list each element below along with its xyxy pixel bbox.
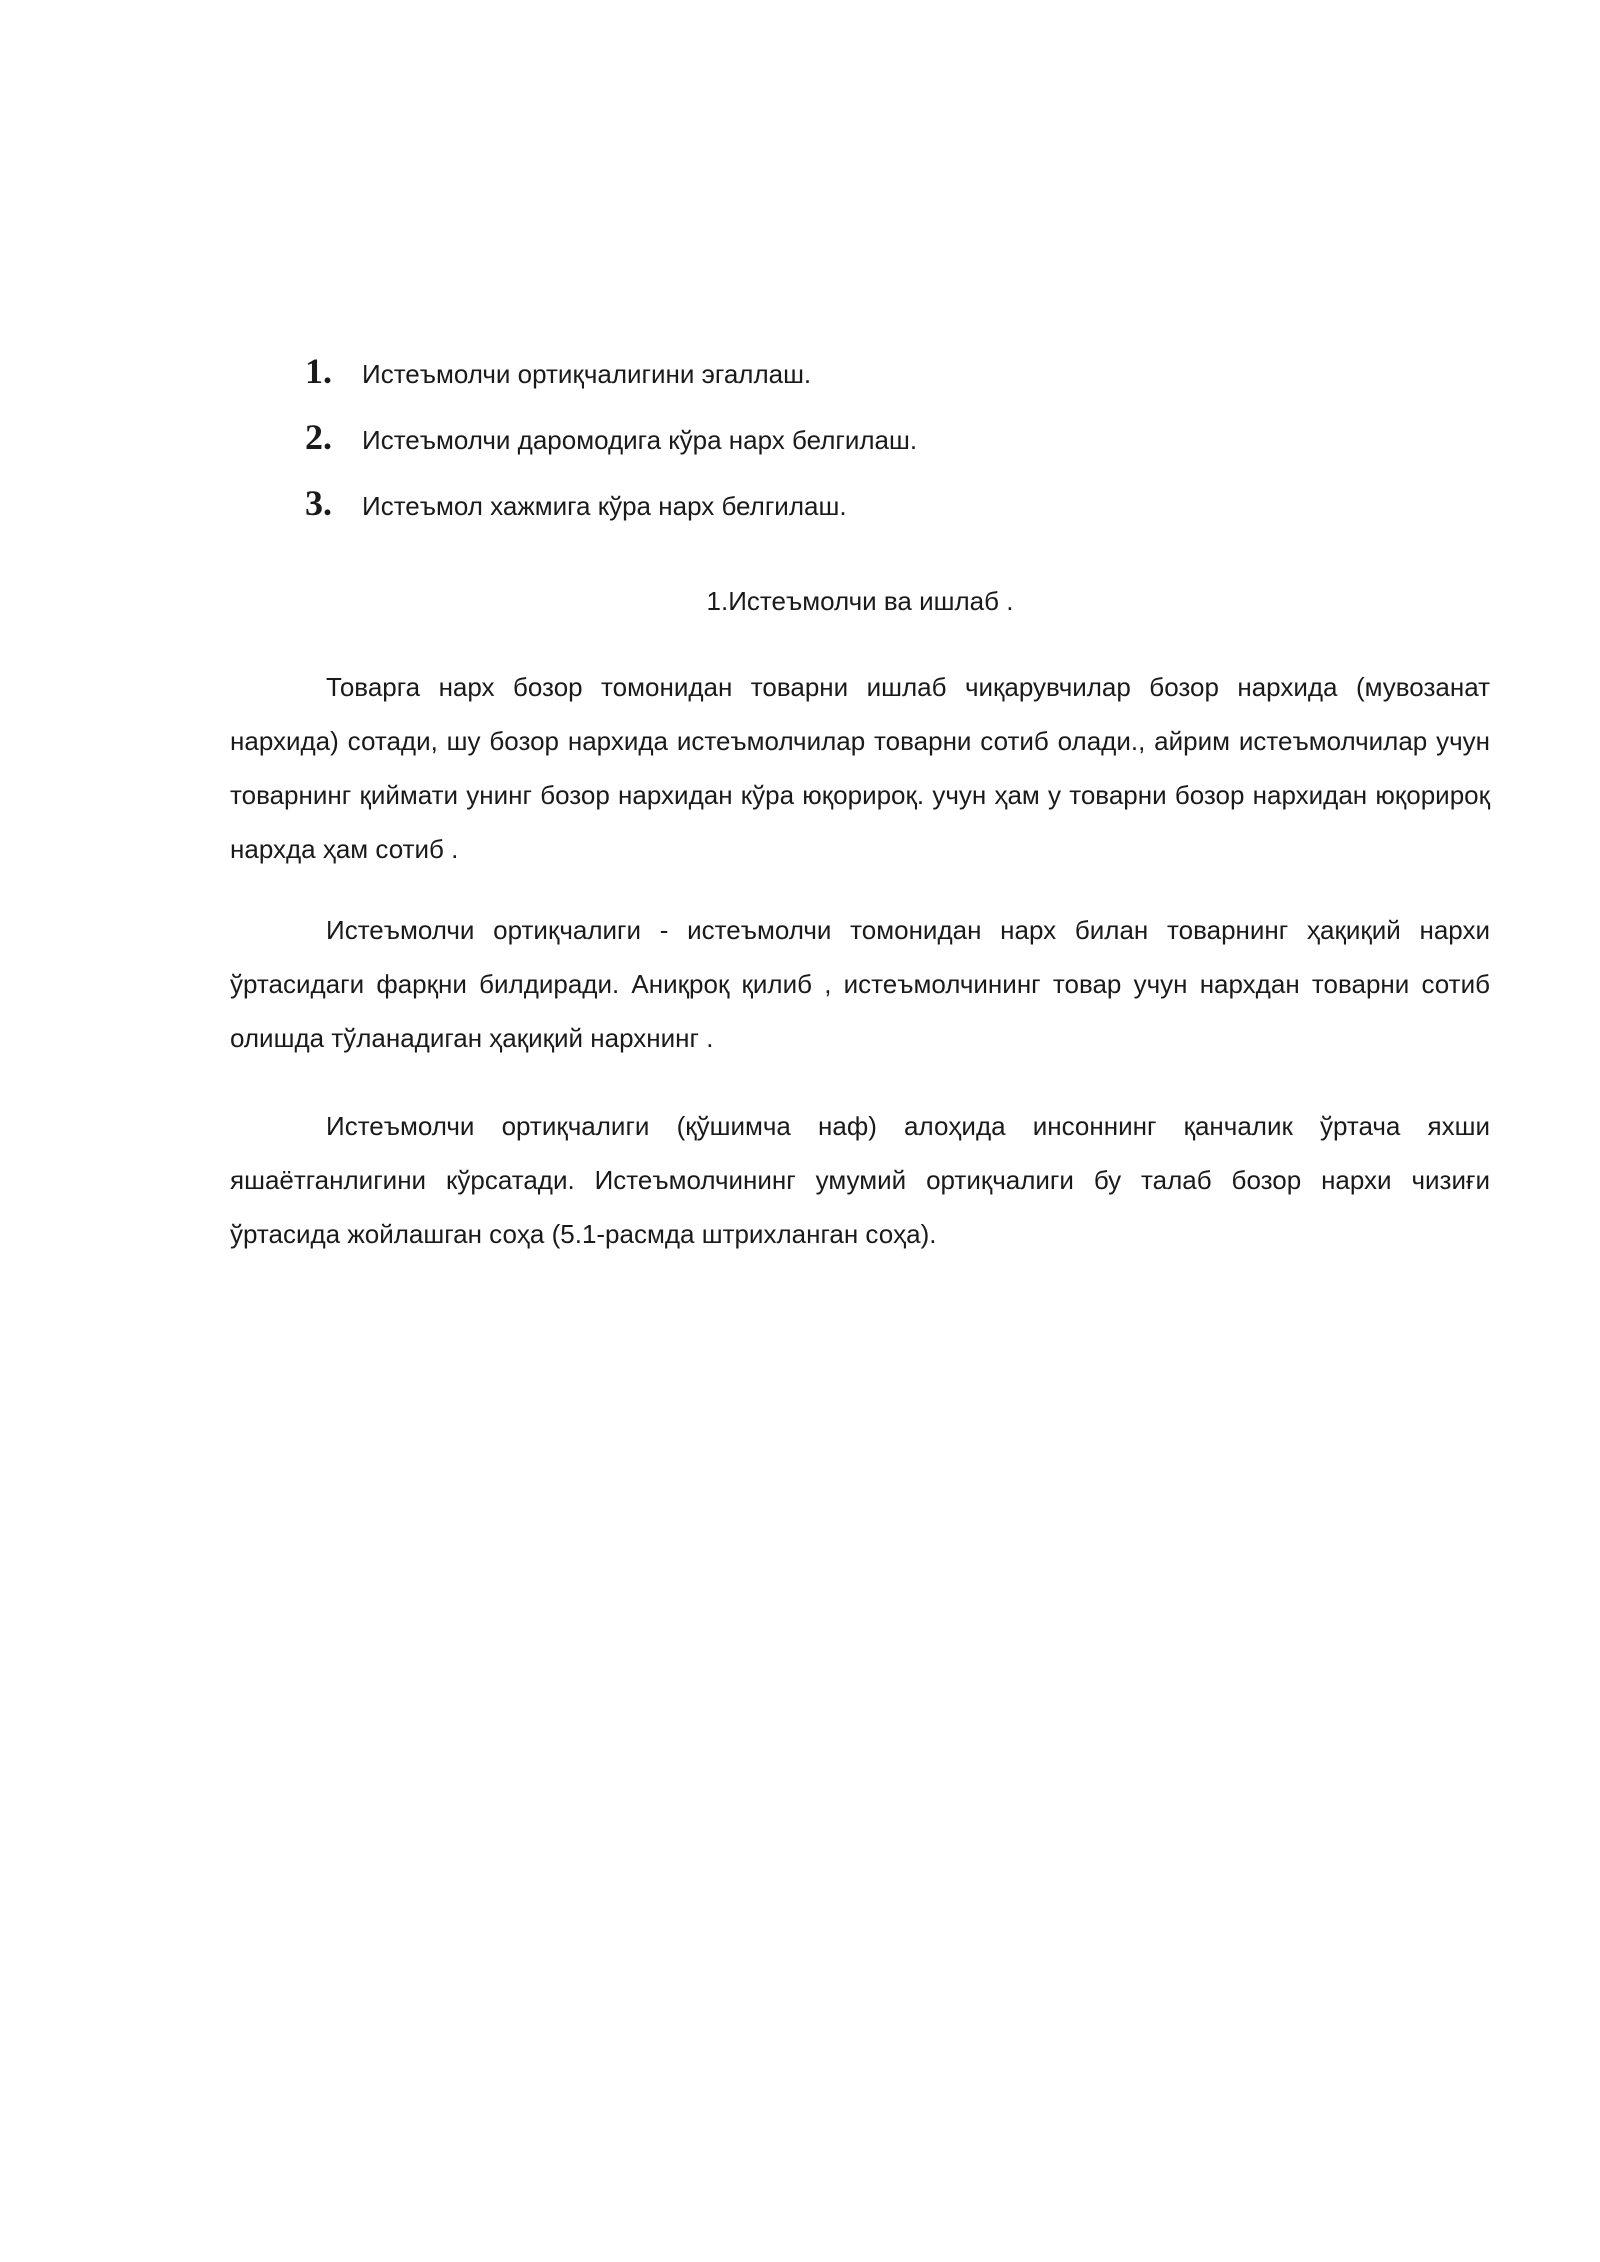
body-paragraph: Истеъмолчи ортиқчалиги - истеъмолчи томонидан нарх билан товарнинг ҳақиқий нархи ўртасидаги фарқни билдиради. Аниқроқ қилиб , истеъмолчининг товар учун нархдан товарни сотиб олишда тўланадиган ҳақиқий нархнинг . [230, 915, 1490, 1053]
numbered-list [305, 350, 917, 548]
body-paragraph: Истеъмолчи ортиқчалиги (қўшимча наф) алоҳида инсоннинг қанчалик ўртача яхши яшаётганлигини кўрсатади. Истеъмолчининг умумий ортиқчалиги бу талаб бозор нархи чизиғи ўртасида жойлашган соҳа (5.1-расмда штрихланган соҳа). [230, 1111, 1490, 1249]
list-item-text: Истеъмолчи ортиқчалигини эгаллаш. [362, 359, 812, 389]
list-item-number: 1. [305, 351, 332, 391]
list-item-text: Истеъмол хажмига кўра нарх белгилаш. [362, 491, 847, 521]
list-item-number: 3. [305, 483, 332, 523]
list-item-text: Истеъмолчи даромодига кўра нарх белгилаш. [362, 425, 918, 455]
list-item [305, 416, 917, 482]
body-paragraph: Товарга нарх бозор томонидан товарни ишлаб чиқарувчилар бозор нархида (мувозанат нархида) сотади, шу бозор нархида истеъмолчилар товарни сотиб олади., айрим истеъмолчилар учун товарнинг қиймати унинг бозор нархидан кўра юқорироқ. учун ҳам у товарни бозор нархидан юқорироқ нархда ҳам сотиб . [230, 672, 1490, 864]
list-item [305, 350, 917, 416]
list-item [305, 482, 917, 548]
section-heading: 1.Истеъмолчи ва ишлаб . [706, 586, 1014, 616]
list-item-number: 2. [305, 417, 332, 457]
